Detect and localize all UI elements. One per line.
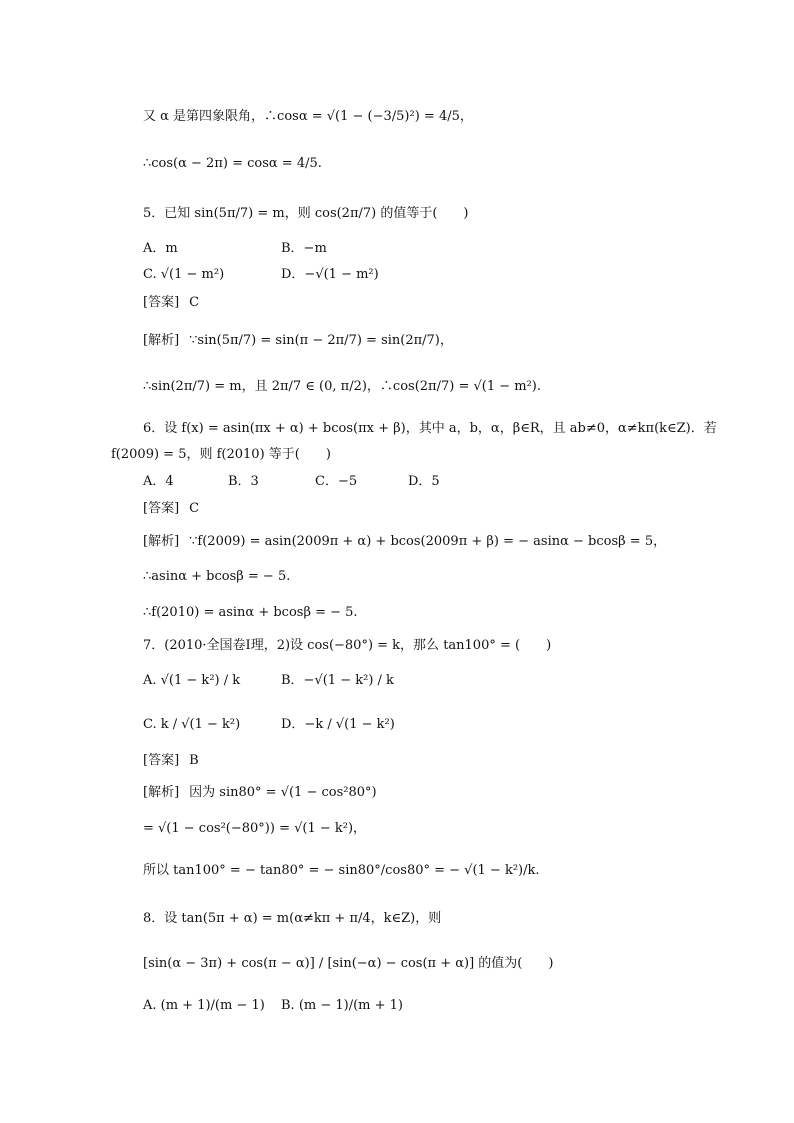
q6-option-d: D．5 (408, 474, 440, 489)
answer-label: [答案] (143, 753, 180, 768)
answer-label: [答案] (143, 295, 180, 310)
q6-option-c: C．−5 (315, 474, 358, 489)
q5-solution-2: ∴sin(2π/7) = m，且 2π/7 ∈ (0, π/2)，∴cos(2π/7) = √(1 − m²). (143, 379, 541, 394)
solution-text: 因为 sin80° = √(1 − cos²80°) (189, 785, 377, 800)
solution-label: [解析] (143, 785, 180, 800)
solution-text: ∵sin(5π/7) = sin(π − 2π/7) = sin(2π/7)， (189, 333, 453, 348)
q6-solution-2: ∴asinα + bcosβ = − 5. (143, 569, 291, 584)
q7-option-b: B．−√(1 − k²) / k (281, 673, 394, 688)
question-7-stem: 7．(2010·全国卷Ⅰ理，2)设 cos(−80°) = k，那么 tan100° = ( ) (143, 638, 552, 653)
question-6-stem-2: f(2009) = 5，则 f(2010) 等于( ) (111, 447, 331, 462)
q5-option-d: D．−√(1 − m²) (281, 267, 379, 282)
solution-label: [解析] (143, 534, 180, 549)
question-8-expression: [sin(α − 3π) + cos(π − α)] / [sin(−α) − cos(π + α)] 的值为( ) (143, 956, 554, 971)
q8-option-b: B. (m − 1)/(m + 1) (281, 998, 403, 1013)
solution-text: ∵f(2009) = asin(2009π + α) + bcos(2009π + β) = − asinα − bcosβ = 5， (189, 534, 667, 549)
q6-solution-1 (143, 533, 666, 551)
q6-solution-3: ∴f(2010) = asinα + bcosβ = − 5. (143, 605, 358, 620)
q7-option-a: A. √(1 − k²) / k (143, 673, 241, 688)
q6-option-b: B．3 (228, 474, 259, 489)
q6-answer (143, 500, 199, 518)
answer-label: [答案] (143, 501, 180, 516)
question-5-stem: 5．已知 sin(5π/7) = m，则 cos(2π/7) 的值等于( ) (143, 206, 469, 221)
q7-solution-1 (143, 784, 377, 802)
text-line-cos-alpha-minus-2pi: ∴cos(α − 2π) = cosα = 4/5. (143, 156, 322, 171)
q5-answer (143, 294, 199, 312)
q6-option-a: A．4 (143, 474, 174, 489)
q7-option-c: C. k / √(1 − k²) (143, 717, 241, 732)
q5-option-b: B．−m (281, 241, 327, 256)
answer-value: C (189, 295, 200, 310)
q7-solution-3: 所以 tan100° = − tan80° = − sin80°/cos80° = − √(1 − k²)/k. (143, 863, 540, 878)
q5-option-a: A．m (143, 241, 178, 256)
question-6-stem-1: 6．设 f(x) = asin(πx + α) + bcos(πx + β)，其中 a，b，α，β∈R，且 ab≠0，α≠kπ(k∈Z)．若 (143, 421, 717, 436)
q5-option-c: C. √(1 − m²) (143, 267, 225, 282)
answer-value: C (189, 501, 200, 516)
q7-solution-2: = √(1 − cos²(−80°)) = √(1 − k²)， (143, 821, 367, 836)
solution-label: [解析] (143, 333, 180, 348)
q7-option-d: D．−k / √(1 − k²) (281, 717, 395, 732)
question-8-stem: 8．设 tan(5π + α) = m(α≠kπ + π/4，k∈Z)，则 (143, 911, 442, 926)
text-line-cosalpha: 又 α 是第四象限角，∴cosα = √(1 − (−3/5)²) = 4/5， (143, 109, 473, 124)
q7-answer (143, 752, 199, 770)
q8-option-a: A. (m + 1)/(m − 1) (143, 998, 265, 1013)
answer-value: B (189, 753, 199, 768)
q5-solution-1 (143, 332, 453, 350)
